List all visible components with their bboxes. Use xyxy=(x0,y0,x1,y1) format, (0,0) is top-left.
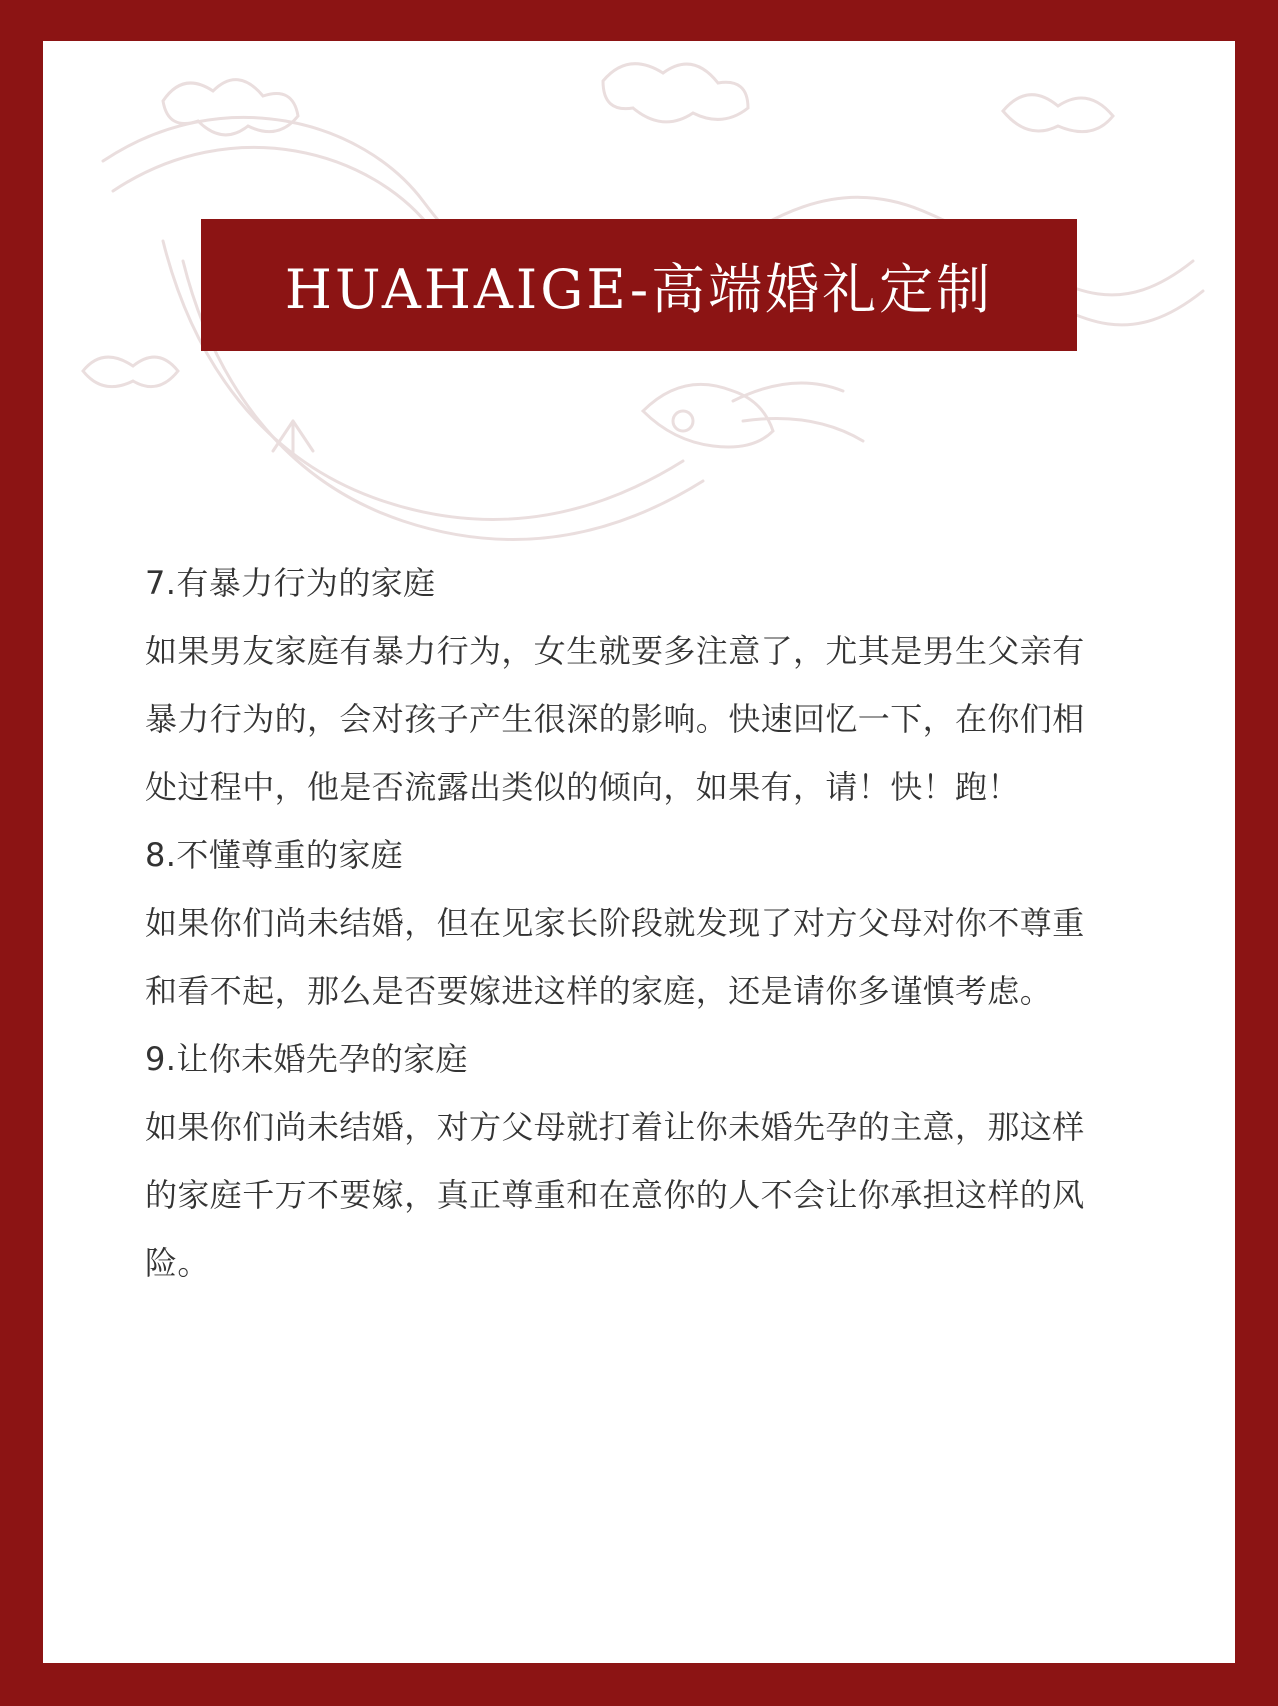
paragraph-line: 如果你们尚未结婚，但在见家长阶段就发现了对方父母对你不尊重 xyxy=(145,904,1085,942)
paragraph-line: 险。 xyxy=(145,1244,210,1282)
title-banner xyxy=(201,219,1077,351)
page-title: HUAHAIGE-高端婚礼定制 xyxy=(284,257,994,321)
section-heading-9: 9.让你未婚先孕的家庭 xyxy=(145,1040,468,1078)
paragraph-line: 暴力行为的，会对孩子产生很深的影响。快速回忆一下，在你们相 xyxy=(145,700,1085,738)
paragraph-line: 和看不起，那么是否要嫁进这样的家庭，还是请你多谨慎考虑。 xyxy=(145,972,1053,1010)
paragraph-line: 的家庭千万不要嫁，真正尊重和在意你的人不会让你承担这样的风 xyxy=(145,1176,1085,1214)
paragraph-line: 如果你们尚未结婚，对方父母就打着让你未婚先孕的主意，那这样 xyxy=(145,1108,1085,1146)
article-body xyxy=(145,549,1135,1297)
paragraph-line: 处过程中，他是否流露出类似的倾向，如果有，请！快！跑！ xyxy=(145,768,1020,806)
page-frame xyxy=(43,41,1235,1663)
paragraph-line: 如果男友家庭有暴力行为，女生就要多注意了，尤其是男生父亲有 xyxy=(145,632,1085,670)
section-heading-8: 8.不懂尊重的家庭 xyxy=(145,836,404,874)
section-heading-7: 7.有暴力行为的家庭 xyxy=(145,564,436,602)
